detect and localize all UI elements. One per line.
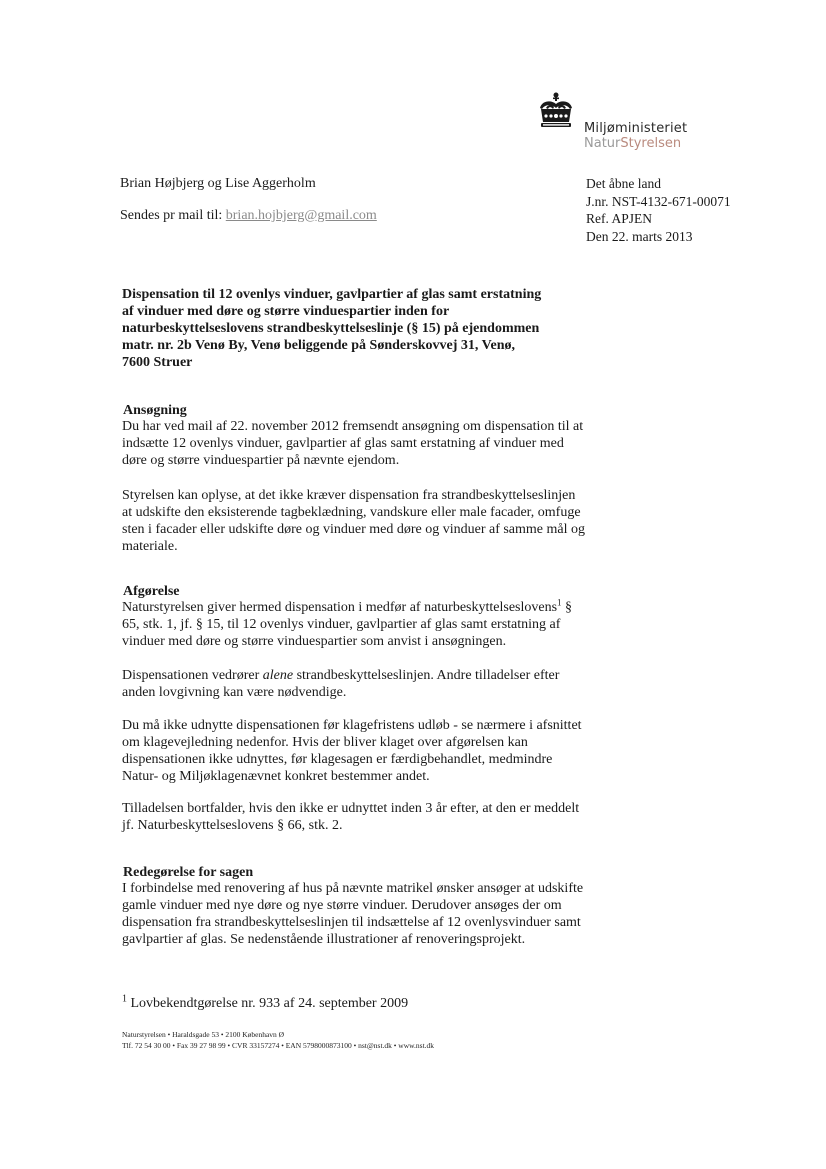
text-line	[122, 667, 559, 684]
logo-ministry-name: Miljøministeriet	[584, 121, 688, 136]
text-line: I forbindelse med renovering af hus på nævnte matrikel ønsker ansøger at udskifte	[122, 881, 584, 896]
logo-agency-name	[584, 136, 681, 152]
meta-office: Det åbne land	[586, 176, 661, 191]
text-span: strandbeskyttelseslinjen. Andre tilladelser efter	[293, 668, 560, 683]
section-heading-afgorelse: Afgørelse	[123, 584, 180, 599]
send-to-label: Sendes pr mail til:	[120, 208, 226, 223]
letter-footer	[122, 1029, 434, 1051]
text-line: indsætte 12 ovenlys vinduer, gavlpartier af glas samt erstatning af vinduer med	[122, 436, 564, 451]
text-line: gamle vinduer med nye døre og nye større vinduer. Derudover ansøges der om	[122, 898, 562, 913]
letter-title	[122, 286, 602, 371]
text-line: dispensationen ikke udnyttes, før klagesagen er færdigbehandlet, medmindre	[122, 752, 553, 767]
footnote-mark: 1	[122, 993, 127, 1005]
footnote-reference: 1	[557, 597, 562, 608]
recipient-email-link[interactable]: brian.hojbjerg@gmail.com	[225, 208, 377, 223]
text-line: Du har ved mail af 22. november 2012 fremsendt ansøgning om dispensation til at	[122, 419, 584, 434]
text-line: Natur- og Miljøklagenævnet konkret bestemmer andet.	[122, 769, 430, 784]
meta-journal-number: J.nr. NST-4132-671-00071	[586, 193, 731, 209]
footnote	[122, 995, 408, 1012]
afgorelse-paragraph-1	[122, 599, 572, 650]
text-line: døre og større vinduespartier på nævnte ejendom.	[122, 453, 400, 468]
text-line: Tilladelsen bortfalder, hvis den ikke er udnyttet inden 3 år efter, at den er meddelt	[122, 801, 580, 816]
logo-agency-prefix: Natur	[584, 136, 621, 151]
title-line: naturbeskyttelseslovens strandbeskyttelseslinje (§ 15) på ejendommen	[122, 321, 540, 336]
text-line: om klagevejledning nedenfor. Hvis der bliver klaget over afgørelsen kan	[122, 735, 528, 750]
text-line	[122, 599, 572, 616]
text-line: dispensation fra strandbeskyttelseslinjen til indsættelse af 12 ovenlysvinduer samt	[122, 915, 581, 930]
crown-icon	[534, 92, 578, 136]
logo	[534, 92, 694, 152]
meta-reference: Ref. APJEN	[586, 211, 653, 226]
send-to-line	[120, 207, 377, 224]
logo-agency-accent: Styrelsen	[620, 136, 682, 151]
ansogning-paragraph-2	[122, 487, 585, 555]
text-line: gavlpartier af glas. Se nedenstående illustrationer af renoveringsprojekt.	[122, 932, 526, 947]
title-line: 7600 Struer	[122, 355, 193, 370]
text-line: Du må ikke udnytte dispensationen før klagefristens udløb - se nærmere i afsnittet	[122, 718, 582, 733]
text-line: 65, stk. 1, jf. § 15, til 12 ovenlys vinduer, gavlpartier af glas samt erstatning af	[122, 617, 561, 632]
text-span: Naturstyrelsen giver hermed dispensation i medfør af naturbeskyttelseslovens	[122, 600, 558, 615]
redegorelse-paragraph-1	[122, 880, 583, 948]
afgorelse-paragraph-3	[122, 717, 582, 785]
footer-contact: Tlf. 72 54 30 00 • Fax 39 27 98 99 • CVR 33157274 • EAN 5798000873100 • nst@nst.dk • www.nst.dk	[122, 1041, 435, 1050]
text-line: materiale.	[122, 539, 178, 554]
footnote-text: Lovbekendtgørelse nr. 933 af 24. september 2009	[127, 996, 409, 1011]
meta-date: Den 22. marts 2013	[586, 228, 693, 244]
footer-address: Naturstyrelsen • Haraldsgade 53 • 2100 København Ø	[122, 1030, 285, 1039]
text-line: anden lovgivning kan være nødvendige.	[122, 685, 347, 700]
text-line: Styrelsen kan oplyse, at det ikke kræver dispensation fra strandbeskyttelseslinjen	[122, 488, 576, 503]
title-line: matr. nr. 2b Venø By, Venø beliggende på Sønderskovvej 31, Venø,	[122, 338, 515, 353]
text-line: jf. Naturbeskyttelseslovens § 66, stk. 2.	[122, 818, 343, 833]
afgorelse-paragraph-4	[122, 800, 579, 834]
section-heading-ansogning: Ansøgning	[123, 403, 187, 418]
ansogning-paragraph-1	[122, 418, 583, 469]
text-span: Dispensationen vedrører	[122, 668, 263, 683]
emphasis-text: alene	[262, 668, 294, 683]
title-line: Dispensation til 12 ovenlys vinduer, gavlpartier af glas samt erstatning	[122, 287, 542, 302]
title-line: af vinduer med døre og større vinduespartier inden for	[122, 304, 450, 319]
section-heading-redegorelse: Redegørelse for sagen	[123, 865, 254, 880]
letter-meta	[586, 175, 731, 245]
text-line: vinduer med døre og større vinduespartier som anvist i ansøgningen.	[122, 634, 507, 649]
text-line: at udskifte den eksisterende tagbeklædning, vandskure eller male facader, omfuge	[122, 505, 581, 520]
text-line: sten i facader eller udskifte døre og vinduer med døre og vinduer af samme mål og	[122, 522, 586, 537]
text-span: §	[561, 600, 573, 615]
afgorelse-paragraph-2	[122, 667, 559, 701]
recipient-name: Brian Højbjerg og Lise Aggerholm	[120, 176, 316, 191]
